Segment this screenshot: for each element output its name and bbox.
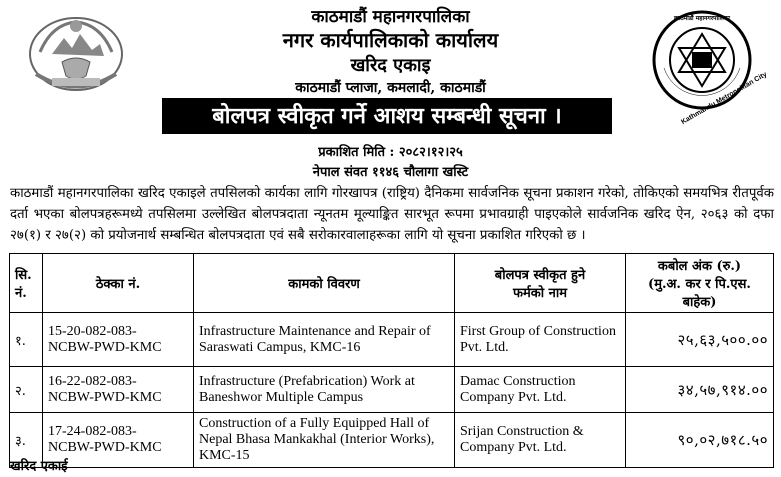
row-contract <box>43 313 194 367</box>
col-header-description: कामको विवरण <box>194 254 455 313</box>
table-row <box>10 367 774 413</box>
row-contract-l2: NCBW-PWD-KMC <box>48 339 162 355</box>
col-header-bidder-l1: बोलपत्र स्वीकृत हुने <box>494 268 586 283</box>
col-header-amount-l2: (मु.अ. कर र पि.एस. बाहेक) <box>648 277 751 310</box>
row-contract-l1: 16-22-082-083- <box>48 373 137 389</box>
row-description: Infrastructure (Prefabrication) Work at Baneshwor Multiple Campus <box>194 367 455 413</box>
row-contract-l2: NCBW-PWD-KMC <box>48 389 162 405</box>
notice-body: काठमाडौं महानगरपालिका खरिद एकाइले तपसिलको कार्यका लागि गोरखापत्र (राष्ट्रिय) दैनिकमा सार्वजनिक सूचना प्रकाशन गरेको, तोकिएको समयभित्र रीतपूर्वक दर्ता भएका बोलपत्रहरूमध्ये तपसिलमा उल्लेखित बोलपत्रदाता न्यूनतम मूल्याङ्कित सारभूत रूपमा प्रभावग्राही पाइएकोले सार्वजनिक खरिद ऐन, २०६३ को दफा २७(१) र २७(२) को प्रयोजनार्थ सम्बन्धित बोलपत्रदाता एवं सबै सरोकारवालाहरूका लागि यो सूचना प्रकाशित गरिएको छ । <box>10 186 774 243</box>
row-amount: २५,६३,५००.०० <box>626 313 774 367</box>
row-sn: १. <box>10 313 43 367</box>
row-sn: २. <box>10 367 43 413</box>
office-department: नगर कार्यपालिकाको कार्यालय <box>282 28 499 52</box>
row-contract-l1: 15-20-082-083- <box>48 323 137 339</box>
row-description: Infrastructure Maintenance and Repair of Saraswati Campus, KMC-16 <box>194 313 455 367</box>
col-header-sn <box>10 254 43 313</box>
footer-signature: खरिद एकाई <box>10 459 68 474</box>
row-amount: ३४,५७,९१४.०० <box>626 367 774 413</box>
col-header-bidder <box>455 254 626 313</box>
col-header-bidder-l2: फर्मको नाम <box>512 286 568 301</box>
table-row <box>10 313 774 367</box>
tender-table <box>9 253 774 468</box>
published-date: प्रकाशित मिति : २०८२।१२।२५ <box>318 145 463 160</box>
row-contract <box>43 367 194 413</box>
row-bidder: Srijan Construction & Company Pvt. Ltd. <box>455 413 626 468</box>
table-row <box>10 413 774 468</box>
office-address: काठमाडौं प्लाजा, कमलादी, काठमाडौं <box>295 80 486 96</box>
row-contract-l1: 17-24-082-083- <box>48 424 137 439</box>
row-description: Construction of a Fully Equipped Hall of Nepal Bhasa Mankakhal (Interior Works), KMC-15 <box>194 413 455 468</box>
row-bidder: First Group of Construction Pvt. Ltd. <box>455 313 626 367</box>
col-header-sn-l2: नं. <box>15 286 27 301</box>
row-contract-l2: NCBW-PWD-KMC <box>48 440 162 455</box>
notice-title: बोलपत्र स्वीकृत गर्ने आशय सम्बन्धी सूचना । <box>162 98 612 134</box>
office-name: काठमाडौं महानगरपालिका <box>311 7 470 27</box>
table-header-row <box>10 254 774 313</box>
col-header-contract: ठेक्का नं. <box>43 254 194 313</box>
col-header-amount-l1: कबोल अंक (रु.) <box>657 259 742 274</box>
svg-text:Kathmandu Metropolitan City: Kathmandu Metropolitan City <box>680 71 769 126</box>
col-header-sn-l1: सि. <box>15 268 32 283</box>
row-bidder: Damac Construction Company Pvt. Ltd. <box>455 367 626 413</box>
svg-text:काठमाडौं महानगरपालिका: काठमाडौं महानगरपालिका <box>674 15 730 22</box>
col-header-amount <box>626 254 774 313</box>
nepal-samvat-date: नेपाल संवत ११४६ चौलागा खस्टि <box>312 165 469 180</box>
office-unit: खरिद एकाइ <box>350 55 431 76</box>
row-amount: ९०,०२,७१८.५० <box>626 413 774 468</box>
row-sn: ३. <box>10 413 43 468</box>
